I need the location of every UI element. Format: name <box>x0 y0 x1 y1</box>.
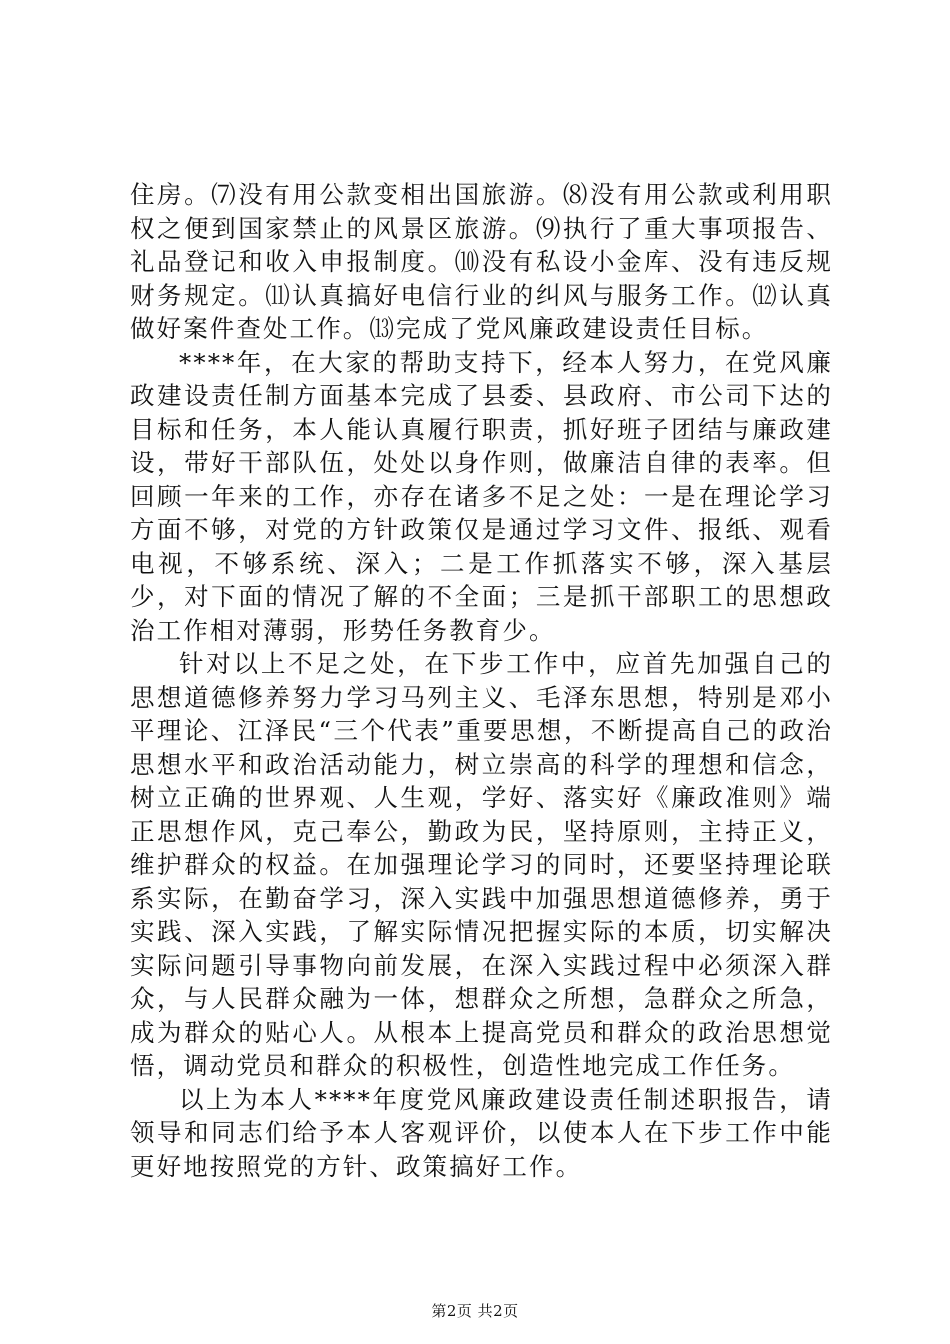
paragraph-4: 以上为本人****年度党风廉政建设责任制述职报告，请领导和同志们给予本人客观评价，以使本人在下步工作中能更好地按照党的方针、政策搞好工作。 <box>130 1084 833 1181</box>
document-body <box>130 178 833 1183</box>
paragraph-3: 针对以上不足之处，在下步工作中，应首先加强自己的思想道德修养努力学习马列主义、毛泽东思想，特别是邓小平理论、江泽民“三个代表”重要思想，不断提高自己的政治思想水平和政治活动能力，树立崇高的科学的理想和信念，树立正确的世界观、人生观，学好、落实好《廉政准则》端正思想作风，克己奉公，勤政为民，坚持原则，主持正义，维护群众的权益。在加强理论学习的同时，还要坚持理论联系实际，在勤奋学习，深入实践中加强思想道德修养，勇于实践、深入实践，了解实际情况把握实际的本质，切实解决实际问题引导事物向前发展，在深入实践过程中必须深入群众，与人民群众融为一体，想群众之所想，急群众之所急，成为群众的贴心人。从根本上提高党员和群众的政治思想觉悟，调动党员和群众的积极性，创造性地完成工作任务。 <box>130 649 833 1080</box>
paragraph-1: 住房。⑺没有用公款变相出国旅游。⑻没有用公款或利用职权之便到国家禁止的风景区旅游。⑼执行了重大事项报告、礼品登记和收入申报制度。⑽没有私设小金库、没有违反规财务规定。⑾认真搞好电信行业的纠风与服务工作。⑿认真做好案件查处工作。⒀完成了党风廉政建设责任目标。 <box>130 180 833 343</box>
page-number-label: 第2页 共2页 <box>431 1302 519 1320</box>
page-footer <box>0 1301 950 1321</box>
paragraph-2: ****年，在大家的帮助支持下，经本人努力，在党风廉政建设责任制方面基本完成了县委、县政府、市公司下达的目标和任务，本人能认真履行职责，抓好班子团结与廉政建设，带好干部队伍，处处以身作则，做廉洁自律的表率。但回顾一年来的工作，亦存在诸多不足之处：一是在理论学习方面不够，对党的方针政策仅是通过学习文件、报纸、观看电视，不够系统、深入；二是工作抓落实不够，深入基层少，对下面的情况了解的不全面；三是抓干部职工的思想政治工作相对薄弱，形势任务教育少。 <box>130 347 833 645</box>
